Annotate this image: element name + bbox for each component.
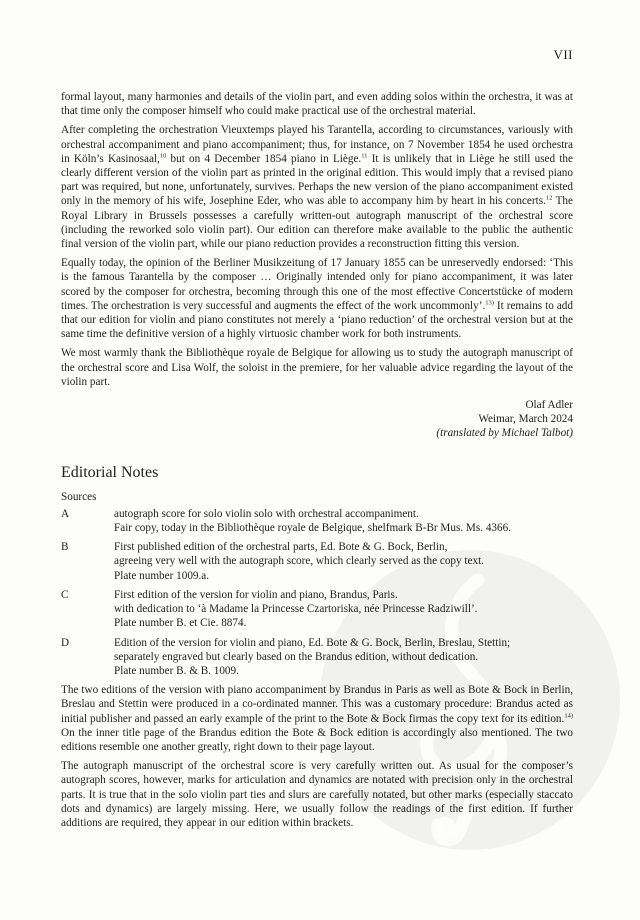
place-date: Weimar, March 2024 xyxy=(478,413,573,426)
translator-credit: (translated by Michael Talbot) xyxy=(436,427,573,440)
page-content xyxy=(61,90,573,835)
editorial-notes-heading: Editorial Notes xyxy=(61,463,159,481)
source-letter: B xyxy=(61,541,69,554)
source-description: First edition of the version for violin and piano, Brandus, Paris. with dedication to ‘à Madame la Princesse Czartoriska, née Princesse Radziwill’. Plate number B. et Cie. 8874. xyxy=(114,588,478,630)
source-description: Edition of the version for violin and piano, Ed. Bote & G. Bock, Berlin, Breslau, Stettin; separately engraved but clearly based on the Brandus edition, without dedication. Plate number B. & B. 1009. xyxy=(114,636,511,677)
footnote-ref-12: 12 xyxy=(545,194,553,202)
source-entry xyxy=(61,540,573,583)
source-entry xyxy=(61,636,573,679)
source-letter: C xyxy=(61,588,69,601)
source-entry xyxy=(61,588,573,631)
source-letter: D xyxy=(61,636,70,649)
source-entry xyxy=(61,507,573,535)
author-name: Olaf Adler xyxy=(525,399,573,412)
footnote-ref-10: 10 xyxy=(159,152,167,160)
footnote-ref-14: 14) xyxy=(564,711,573,719)
source-description: First published edition of the orchestral parts, Ed. Bote & G. Bock, Berlin, agreeing very well with the autograph score, which clearly served as the copy text. Plate number 1009.a. xyxy=(114,541,484,582)
footnote-ref-13: 13) xyxy=(485,299,494,307)
signature-block xyxy=(61,398,573,441)
editorial-paragraph-1: The two editions of the version with piano accompaniment by Brandus in Paris as well as Bote & Bock in Berlin, Breslau and Stettin were produced in a co-ordinated manner. This was a customary procedure: Brandus acted as initial publisher and passed an early example of the print to the Bote & Bock firmas the copy text for its edition.$^{14)}$ On the inner title page of the Brandus edition the Bote & Bock edition is accordingly also mentioned. The two editions resemble one another greatly, right down to their page layout. xyxy=(61,684,573,753)
sources-label: Sources xyxy=(61,490,97,503)
source-letter: A xyxy=(61,507,70,520)
intro-paragraph-1: formal layout, many harmonies and details of the violin part, and even adding solos within the orchestra, it was at that time only the composer himself who could make practical use of the orchestral material. xyxy=(61,91,573,118)
editorial-paragraph-2: The autograph manuscript of the orchestral score is very carefully written out. As usual for the composer’s autograph scores, however, marks for articulation and dynamics are notated with precision only in the orchestral parts. It is true that in the solo violin part ties and slurs are carefully notated, but other marks (especially staccato dots and dynamics) are largely missing. Here, we usually follow the readings of the first edition. If further additions are required, they appear in our edition within brackets. xyxy=(61,760,573,829)
page-number: VII xyxy=(553,47,573,62)
intro-paragraph-4: We most warmly thank the Bibliothèque royale de Belgique for allowing us to study the autograph manuscript of the orchestral score and Lisa Wolf, the soloist in the premiere, for her valuable advice regarding the layout of the violin part. xyxy=(61,347,573,388)
footnote-ref-11: 11 xyxy=(361,152,368,160)
intro-paragraph-2: After completing the orchestration Vieuxtemps played his Tarantella, according to circumstances, variously with orchestral accompaniment and piano accompaniment; thus, for instance, on 7 November 1854 he used orchestra in Köln’s Kasinosaal,$^{10}$ but on 4 December 1854 piano in Liège.$^{11}$ It is unlikely that in Liège he still used the clearly different version of the violin part as printed in the original edition. This would imply that a revised piano part was required, but none, unfortunately, survives. Perhaps the new version of the piano accompaniment existed only in the memory of his wife, Josephine Eder, who was able to accompany him by heart in his concerts.$^{12}$ The Royal Library in Brussels possesses a carefully written-out autograph manuscript of the orchestral score (including the reworked solo violin part). Our edition can therefore make available to the public the authentic final version of the violin part, while our piano reduction provides a reconstruction fitting this version. xyxy=(61,124,573,251)
source-description: autograph score for solo violin solo with orchestral accompaniment. Fair copy, today in the Bibliothèque royale de Belgique, shelfmark B-Br Mus. Ms. 4366. xyxy=(114,507,511,535)
intro-paragraph-3: Equally today, the opinion of the Berliner Musikzeitung of 17 January 1855 can be unreservedly endorsed: ‘This is the famous Tarantella by the composer … Originally intended only for piano accompaniment, it was later scored by the composer for orchestra, becoming through this one of the most effective Concertstücke of modern times. The orchestration is very successful and augments the effect of the work uncommonly’.$^{13)}$ It remains to add that our edition for violin and piano constitutes not merely a ‘piano reduction’ of the orchestral version but at the same time the definitive version of a highly virtuosic chamber work for both instruments. xyxy=(61,257,573,341)
